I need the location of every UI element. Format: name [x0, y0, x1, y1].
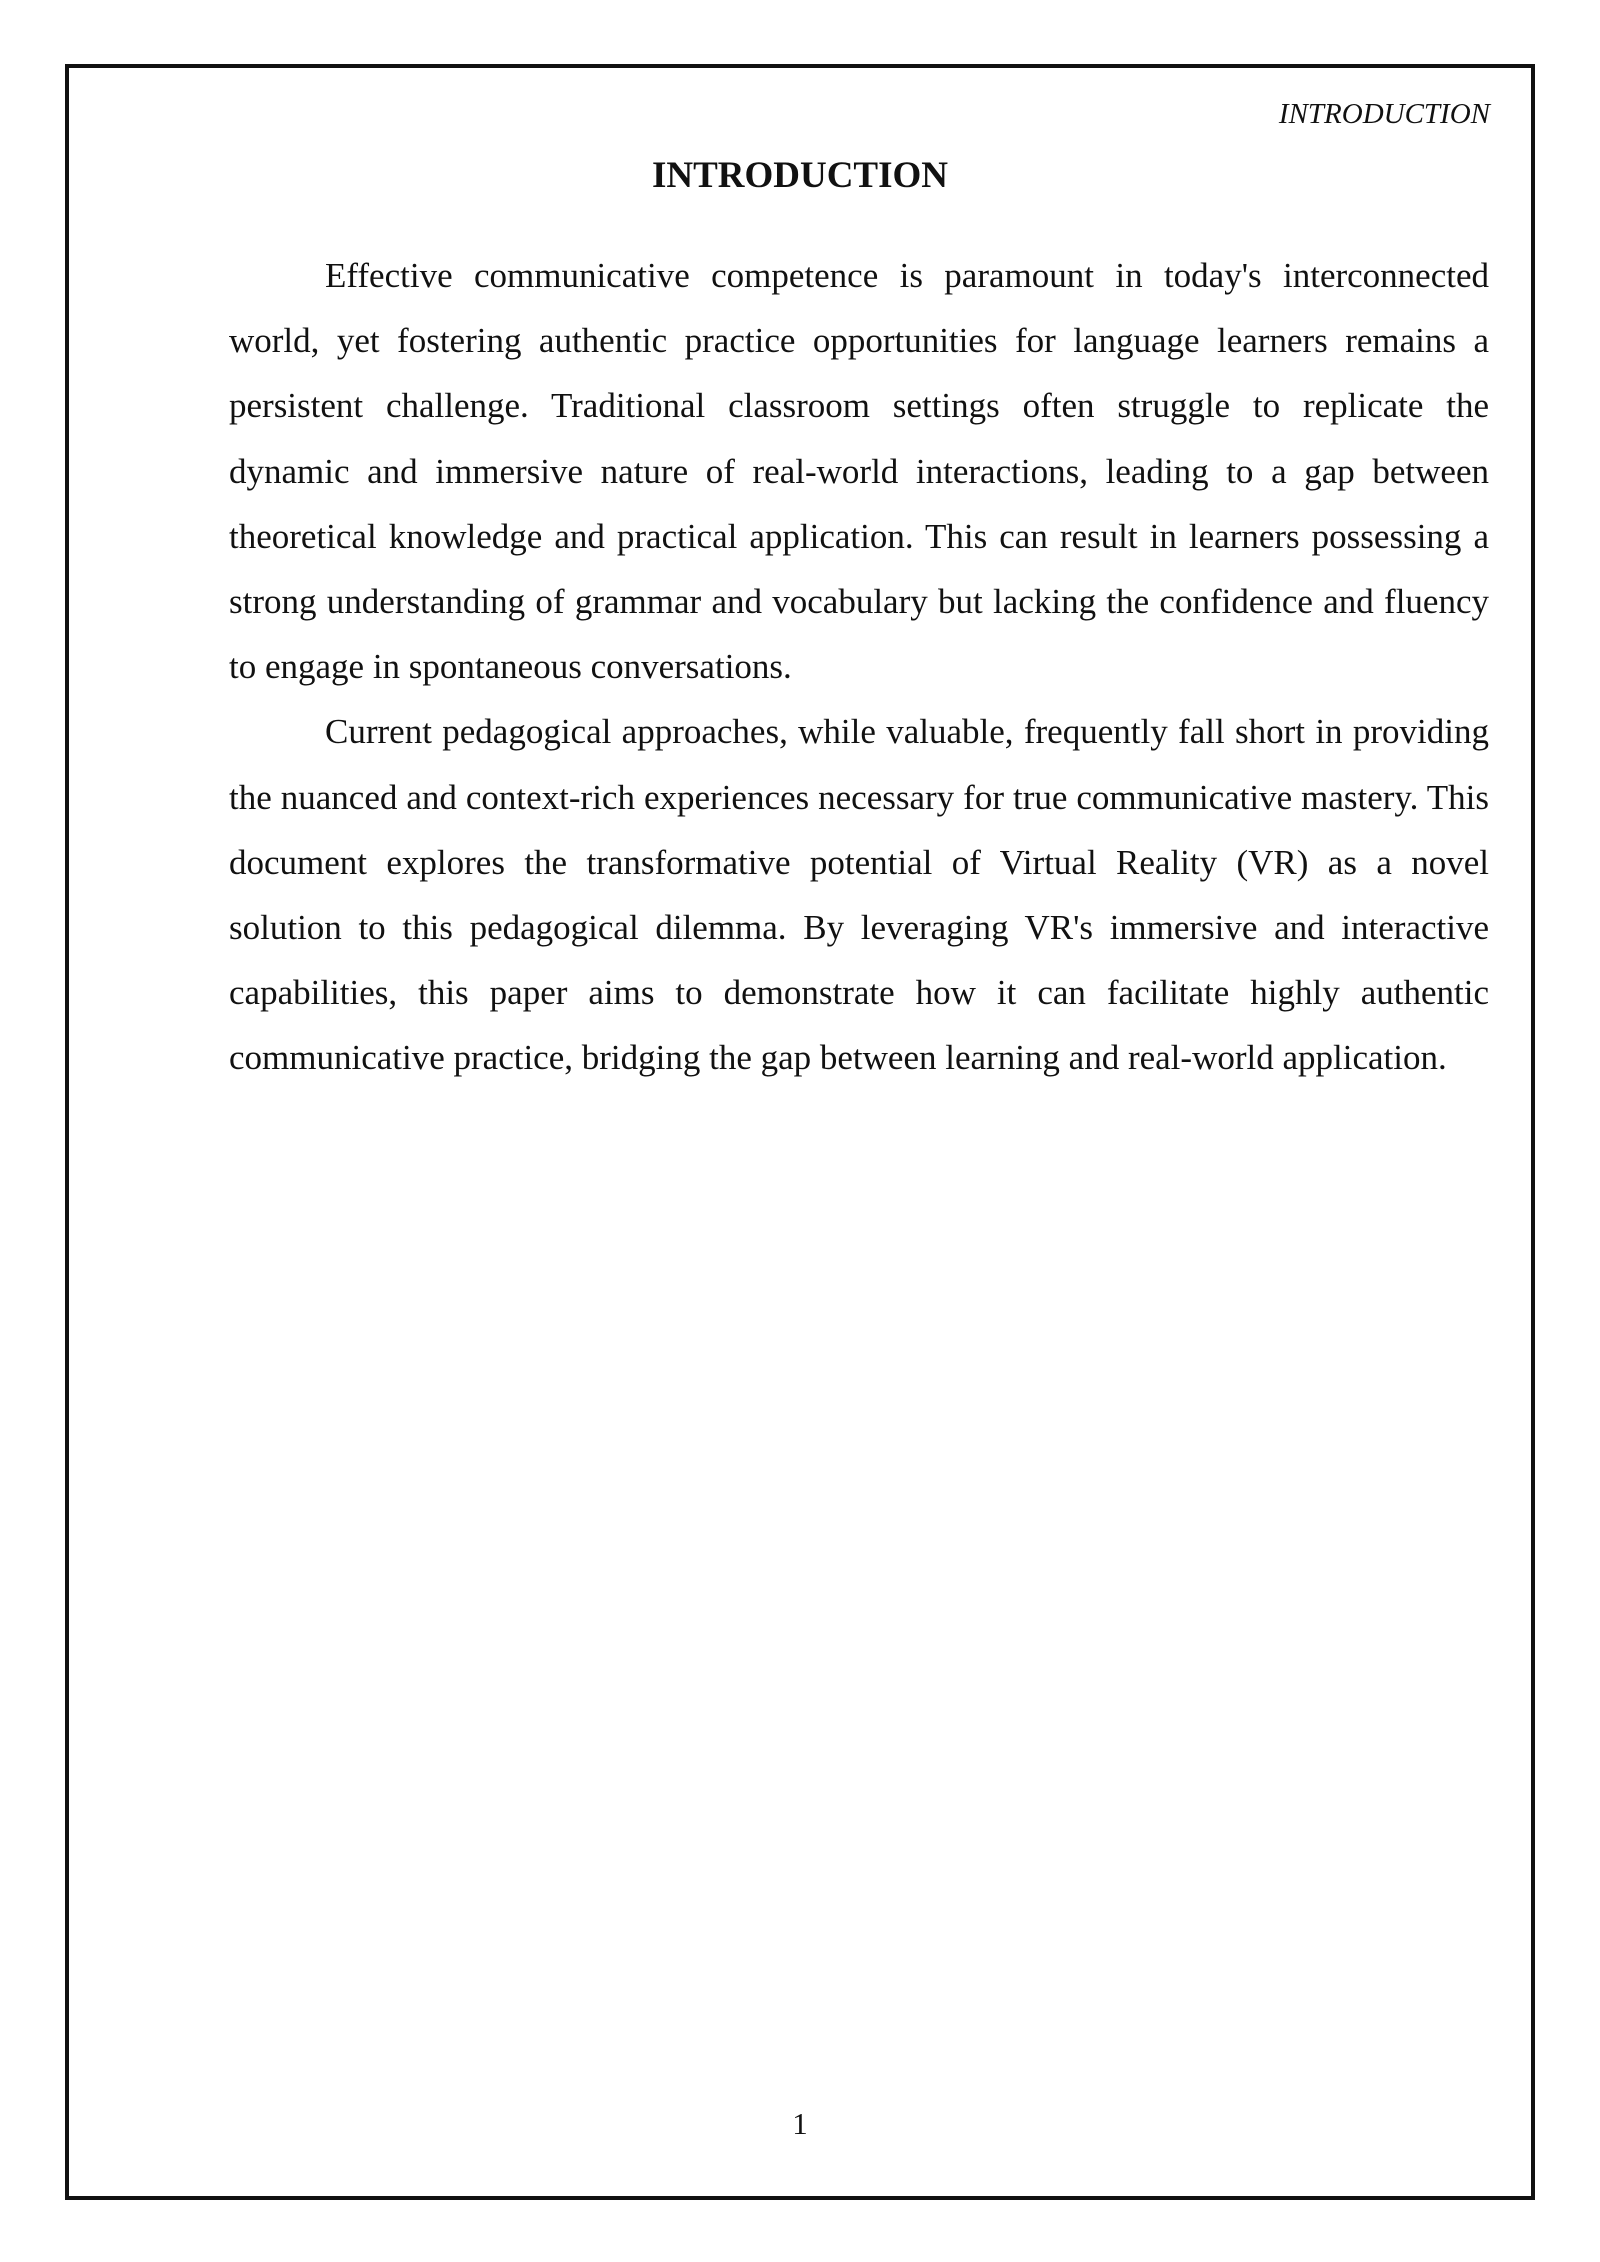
page-title: INTRODUCTION [651, 155, 949, 196]
page-number: 1 [792, 2106, 808, 2141]
paragraph-1: Effective communicative competence is paramount in today's interconnected world, yet fostering authentic practice opportunities for language learners remains a persistent challenge. Traditional classroom settings often struggle to replicate the dynamic and immersive nature of real-world interactions, leading to a gap between theoretical knowledge and practical application. This can result in learners possessing a strong understanding of grammar and vocabulary but lacking the confidence and fluency to engage in spontaneous conversations. [229, 256, 1489, 687]
running-header: INTRODUCTION [1278, 98, 1490, 130]
paragraph-2: Current pedagogical approaches, while valuable, frequently fall short in providing the nuanced and context-rich experiences necessary for true communicative mastery. This document explores the transformative potential of Virtual Reality (VR) as a novel solution to this pedagogical dilemma. By leveraging VR's immersive and interactive capabilities, this paper aims to demonstrate how it can facilitate highly authentic communicative practice, bridging the gap between learning and real-world application. [229, 712, 1489, 1078]
body-text [229, 243, 1489, 1091]
